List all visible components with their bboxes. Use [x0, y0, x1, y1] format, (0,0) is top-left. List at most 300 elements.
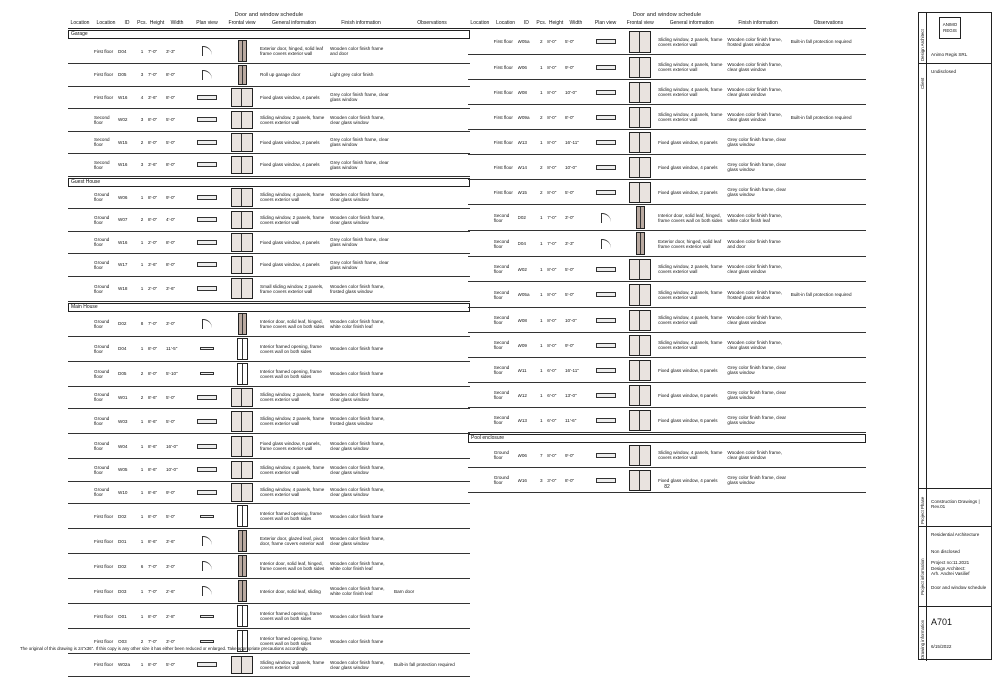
- table-row: [68, 362, 470, 387]
- cell-level: First floor: [493, 114, 513, 120]
- cell-front: [624, 410, 656, 431]
- cell-height: 3'-6": [148, 94, 158, 100]
- cell-observations: Built-in fall protection required: [790, 39, 852, 44]
- cell-general: Fixed glass window, 6 panels: [658, 139, 718, 145]
- window-elevation: [629, 259, 651, 280]
- window-plan-symbol: [197, 240, 217, 245]
- table-row: [68, 277, 470, 302]
- cell-general: Interior framed opening, frame covers wall on both sides: [260, 511, 322, 521]
- cell-front: [226, 605, 258, 627]
- cell-front: [624, 182, 656, 203]
- table-row: [68, 409, 470, 434]
- cell-finish: Grey color finish frame, clear glass window: [727, 390, 787, 400]
- cell-width: 4'-0": [166, 217, 176, 223]
- col-pcs: Pcs.: [536, 20, 547, 26]
- cell-pcs: 1: [539, 417, 543, 423]
- cell-height: 8'-0": [547, 292, 557, 297]
- cell-front: [226, 555, 258, 577]
- cell-id: W16: [517, 477, 527, 483]
- col-observations: Observations: [417, 20, 447, 26]
- cell-height: 8'-0": [547, 164, 557, 170]
- cell-level: Ground floor: [94, 192, 110, 203]
- cell-finish: Wooden color finish frame: [330, 346, 384, 351]
- cell-pcs: 1: [140, 538, 144, 544]
- col-id: ID: [124, 20, 130, 26]
- cell-front: [624, 157, 656, 178]
- cell-level: First floor: [94, 513, 114, 519]
- col-width: Width: [170, 20, 184, 26]
- schedule-title-right: Door and window schedule: [632, 12, 702, 18]
- cell-general: Fixed glass window, 2 panels: [260, 139, 320, 145]
- cell-id: W06: [118, 194, 128, 200]
- cell-finish: Wooden color finish frame, white color finish leaf: [727, 212, 782, 223]
- cell-id: D02: [517, 215, 526, 220]
- cell-height: 8'-0": [148, 613, 158, 619]
- window-plan-symbol: [596, 267, 616, 272]
- cell-pcs: 7: [539, 452, 543, 458]
- table-row: [468, 29, 866, 55]
- window-elevation: [629, 360, 651, 381]
- cell-general: Sliding window, 2 panels, frame covers exterior wall: [658, 264, 723, 274]
- window-elevation: [231, 461, 253, 480]
- cell-front: [624, 82, 656, 103]
- cell-finish: Wooden color finish frame, clear glass window: [727, 264, 782, 274]
- cell-height: 7'-0": [148, 321, 158, 326]
- cell-front: [226, 580, 258, 602]
- table-row: [468, 257, 866, 282]
- cell-width: 3'-3": [166, 48, 176, 54]
- footer-note: The original of this drawing is 24"x36". If this copy is any other size it has either been reduced or enlarged. Take appropriate precautions accordingly.: [20, 646, 309, 651]
- window-plan-symbol: [596, 393, 616, 398]
- cell-pcs: 1: [539, 89, 543, 95]
- cell-pcs: 1: [140, 194, 144, 200]
- cell-pcs: 3: [140, 72, 144, 78]
- window-plan-symbol: [596, 90, 616, 95]
- cell-width: 5'-0": [565, 189, 575, 195]
- cell-id: W02a: [118, 662, 131, 668]
- cell-pcs: 2: [539, 164, 543, 170]
- cell-observations: Built-in fall protection required: [790, 292, 852, 297]
- cell-height: 3'-0": [547, 477, 557, 483]
- cell-front: [624, 445, 656, 466]
- cell-finish: Grey color finish frame, clear glass window: [330, 137, 389, 148]
- cell-plan: [188, 240, 226, 245]
- table-row: [68, 337, 470, 362]
- window-elevation: [231, 656, 253, 675]
- cell-id: W07: [118, 217, 128, 223]
- cell-finish: Grey color finish frame, clear glass window: [330, 237, 389, 248]
- cell-id: W13: [517, 139, 527, 145]
- project-phase: Construction Drawings | Rev.01: [931, 499, 980, 510]
- cell-general: Exterior door, hinged, solid leaf frame covers exterior wall: [658, 238, 722, 249]
- door-elevation: [238, 65, 247, 85]
- window-plan-symbol: [596, 65, 616, 70]
- cell-pcs: 1: [140, 443, 144, 449]
- cell-pcs: 1: [539, 241, 543, 246]
- cell-height: 7'-0": [148, 588, 158, 594]
- window-elevation: [231, 133, 253, 152]
- window-plan-symbol: [197, 490, 217, 495]
- opening-plan-symbol: [200, 615, 214, 618]
- window-plan-symbol: [197, 95, 217, 100]
- cell-id: W09a: [517, 114, 530, 120]
- cell-front: [226, 338, 258, 360]
- cell-observations: Barn door: [394, 588, 415, 594]
- sheet-number: A701: [931, 617, 953, 627]
- col-location: Location: [70, 20, 90, 26]
- cell-id: W16: [118, 162, 128, 168]
- cell-pcs: 1: [140, 346, 144, 351]
- cell-plan: [188, 286, 226, 291]
- cell-front: [226, 156, 258, 175]
- window-elevation: [629, 182, 651, 203]
- opening-elevation: [237, 605, 248, 627]
- cell-general: Sliding window, 2 panels, frame covers exterior wall: [658, 289, 723, 300]
- col-level: Location: [496, 20, 516, 26]
- window-elevation: [629, 82, 651, 103]
- cell-width: 8'-0": [166, 262, 176, 268]
- window-plan-symbol: [197, 162, 217, 167]
- cell-level: Ground floor: [493, 450, 510, 460]
- cell-width: 13'-0": [565, 392, 577, 398]
- cell-plan: [587, 318, 625, 323]
- col-height: Height: [149, 20, 165, 26]
- window-elevation: [629, 410, 651, 431]
- cell-width: 5'-0": [565, 292, 575, 297]
- window-plan-symbol: [197, 217, 217, 222]
- section-heading: Guest House: [68, 178, 470, 187]
- table-row: [468, 408, 866, 433]
- cell-level: Ground floor: [94, 214, 110, 225]
- cell-height: 7'-0": [148, 563, 158, 569]
- cell-finish: Wooden color finish frame, clear glass window: [727, 62, 782, 72]
- cell-front: [226, 65, 258, 85]
- cell-level: Second floor: [493, 315, 510, 325]
- table-row: [68, 504, 470, 529]
- cell-plan: [587, 165, 625, 170]
- window-elevation: [231, 88, 253, 107]
- cell-front: [226, 656, 258, 675]
- cell-pcs: 1: [539, 64, 543, 70]
- cell-level: First floor: [493, 139, 513, 145]
- cell-level: Ground floor: [94, 441, 110, 451]
- door-plan-symbol: [202, 319, 212, 329]
- cell-level: First floor: [493, 89, 513, 95]
- table-row: [468, 130, 866, 155]
- col-id: ID: [523, 20, 529, 26]
- cell-id: W02: [517, 266, 527, 272]
- window-plan-symbol: [596, 190, 616, 195]
- cell-height: 8'-0": [547, 64, 557, 70]
- cell-level: First floor: [94, 638, 114, 644]
- cell-general: Exterior door, glazed leaf, pivot door, frame covers exterior wall: [260, 536, 324, 546]
- window-plan-symbol: [197, 419, 217, 424]
- cell-general: Interior framed opening, frame covers wall on both sides: [260, 343, 322, 354]
- cell-finish: Wooden color finish frame: [330, 613, 384, 619]
- cell-pcs: 3: [140, 117, 144, 123]
- door-elevation: [238, 555, 247, 577]
- cell-general: Interior framed opening, frame covers wall on both sides: [260, 636, 322, 646]
- cell-level: Ground floor: [94, 237, 110, 248]
- cell-id: D02: [118, 321, 127, 326]
- page-number: 82: [664, 484, 670, 490]
- cell-width: 10'-0": [565, 164, 577, 170]
- drawing-date: 6/15/2022: [931, 644, 952, 649]
- cell-general: Fixed glass window, 4 panels: [260, 262, 320, 268]
- cell-id: W04: [118, 443, 128, 449]
- door-plan-symbol: [202, 70, 212, 80]
- cell-plan: [188, 515, 226, 518]
- table-row: [68, 387, 470, 410]
- cell-width: 3'-0": [166, 563, 176, 569]
- cell-general: Interior framed opening, frame covers wall on both sides: [260, 368, 322, 379]
- cell-front: [624, 360, 656, 381]
- client-name: Undisclosed: [931, 69, 957, 74]
- window-elevation: [629, 107, 651, 128]
- cell-id: O03: [118, 638, 127, 644]
- cell-id: W06: [517, 452, 527, 458]
- table-row: [68, 604, 470, 629]
- cell-pcs: 1: [140, 418, 144, 424]
- window-elevation: [629, 284, 651, 306]
- cell-pcs: 1: [539, 317, 543, 323]
- cell-height: 8'-0": [148, 371, 158, 376]
- table-row: [68, 529, 470, 554]
- cell-finish: Grey color finish frame, clear glass window: [727, 415, 787, 425]
- cell-front: [624, 206, 656, 229]
- cell-pcs: 1: [539, 266, 543, 272]
- schedule-body-left: [68, 30, 470, 677]
- cell-front: [624, 284, 656, 306]
- cell-front: [624, 31, 656, 53]
- table-row: [68, 482, 470, 505]
- cell-level: First floor: [94, 94, 114, 100]
- cell-general: Sliding window, 4 panels, frame covers exterior wall: [260, 464, 325, 475]
- window-plan-symbol: [197, 444, 217, 449]
- cell-general: Sliding window, 2 panels, frame covers exterior wall: [260, 392, 325, 403]
- cell-height: 8'-0": [547, 39, 557, 44]
- cell-width: 3'-3": [565, 241, 575, 246]
- cell-front: [226, 233, 258, 252]
- cell-pcs: 2: [140, 139, 144, 145]
- cell-id: W15: [517, 189, 527, 195]
- window-elevation: [231, 233, 253, 252]
- cell-pcs: 2: [140, 394, 144, 400]
- cell-level: Second floor: [493, 238, 510, 249]
- cell-plan: [587, 190, 625, 195]
- cell-width: 2'-6": [166, 588, 176, 594]
- cell-id: W02: [118, 117, 128, 123]
- cell-plan: [587, 239, 625, 249]
- cell-finish: Wooden color finish frame, clear glass window: [330, 114, 385, 125]
- cell-pcs: 1: [539, 342, 543, 348]
- cell-height: 8'-6": [148, 538, 158, 544]
- window-plan-symbol: [596, 115, 616, 120]
- cell-general: Fixed glass window, 4 panels: [658, 477, 718, 483]
- cell-id: W09: [517, 342, 527, 348]
- cell-level: Second floor: [493, 365, 510, 375]
- cell-general: Fixed glass window, 4 panels: [260, 239, 320, 245]
- cell-width: 10'-0": [166, 467, 178, 473]
- cell-plan: [587, 453, 625, 458]
- cell-general: Fixed glass window, 6 panels: [658, 417, 718, 423]
- cell-height: 8'-0": [547, 266, 557, 272]
- cell-pcs: 2: [140, 371, 144, 376]
- table-row: [68, 312, 470, 337]
- cell-width: 16'-11": [565, 367, 579, 373]
- drawing-label: Drawing information: [920, 619, 925, 659]
- cell-front: [226, 88, 258, 107]
- cell-pcs: 2: [539, 114, 543, 120]
- company-logo: [939, 17, 961, 39]
- cell-plan: [188, 117, 226, 122]
- window-plan-symbol: [596, 478, 616, 483]
- cell-plan: [188, 262, 226, 267]
- cell-height: 8'-0": [547, 342, 557, 348]
- cell-plan: [587, 115, 625, 120]
- cell-plan: [188, 467, 226, 472]
- cell-height: 8'-0": [547, 139, 557, 145]
- cell-general: Sliding window, 2 panels, frame covers exterior wall: [260, 214, 325, 225]
- cell-height: 6'-0": [547, 417, 557, 423]
- cell-id: W17: [118, 262, 128, 268]
- opening-elevation: [237, 505, 248, 527]
- cell-pcs: 2: [140, 638, 144, 644]
- cell-front: [226, 313, 258, 335]
- cell-pcs: 2: [140, 217, 144, 223]
- cell-width: 11'-5": [166, 346, 178, 351]
- cell-plan: [587, 418, 625, 423]
- cell-plan: [188, 444, 226, 449]
- cell-level: Second floor: [94, 159, 110, 170]
- cell-front: [624, 107, 656, 128]
- cell-finish: Wooden color finish frame, clear glass window: [330, 487, 385, 498]
- cell-plan: [188, 140, 226, 145]
- cell-general: Small sliding window, 2 panels, frame covers exterior wall: [260, 283, 324, 294]
- cell-height: 7'-0": [148, 48, 158, 54]
- col-front: Frontal view: [228, 20, 256, 26]
- cell-front: [226, 436, 258, 457]
- project-type: Residential Architecture: [931, 532, 980, 537]
- schedule-right: [468, 12, 866, 493]
- cell-finish: Wooden color finish frame, frosted glass window: [330, 283, 385, 294]
- cell-width: 5'-0": [166, 418, 176, 424]
- window-plan-symbol: [197, 286, 217, 291]
- cell-height: 3'-6": [148, 262, 158, 268]
- cell-pcs: 1: [140, 239, 144, 245]
- cell-id: W15: [118, 139, 128, 145]
- architect-label: Design Architect:: [931, 566, 966, 571]
- window-elevation: [231, 411, 253, 432]
- cell-front: [624, 335, 656, 356]
- cell-height: 7'-0": [148, 72, 158, 78]
- col-finish: Finish information: [738, 20, 778, 26]
- window-elevation: [629, 335, 651, 356]
- cell-pcs: 1: [140, 662, 144, 668]
- cell-id: D02: [118, 563, 127, 569]
- col-general: General information: [669, 20, 714, 26]
- cell-height: 7'-0": [547, 241, 557, 246]
- door-plan-symbol: [601, 239, 611, 249]
- cell-height: 8'-0": [148, 346, 158, 351]
- cell-height: 8'-6": [148, 394, 158, 400]
- cell-level: Second floor: [94, 114, 110, 125]
- cell-width: 8'-0": [166, 72, 176, 78]
- cell-finish: Wooden color finish frame, clear glass window: [330, 536, 385, 546]
- cell-finish: Wooden color finish frame, white color finish leaf: [330, 586, 385, 596]
- cell-level: First floor: [94, 538, 114, 544]
- cell-pcs: 2: [539, 189, 543, 195]
- cell-level: Second floor: [493, 415, 510, 425]
- cell-width: 9'-0": [565, 452, 575, 458]
- table-row: [68, 132, 470, 155]
- door-elevation: [238, 40, 247, 62]
- cell-width: 5'-0": [565, 266, 575, 272]
- cell-pcs: 3: [140, 162, 144, 168]
- window-elevation: [231, 156, 253, 175]
- cell-front: [226, 505, 258, 527]
- section-heading: Pool enclosure: [468, 434, 866, 443]
- cell-width: 5'-0": [166, 117, 176, 123]
- opening-plan-symbol: [200, 372, 214, 375]
- cell-plan: [188, 536, 226, 546]
- cell-level: Second floor: [493, 289, 510, 300]
- window-elevation: [629, 31, 651, 53]
- cell-height: 7'-0": [148, 638, 158, 644]
- cell-pcs: 1: [140, 513, 144, 519]
- cell-id: W03: [118, 418, 128, 424]
- cell-id: W08: [517, 317, 527, 323]
- window-plan-symbol: [596, 368, 616, 373]
- cell-general: Interior door, solid leaf, sliding: [260, 588, 321, 594]
- cell-finish: Wooden color finish frame: [330, 371, 384, 376]
- project-number: Project no:11.2021: [931, 560, 970, 565]
- table-row: [68, 254, 470, 277]
- disclosure: Non disclosed: [931, 549, 960, 554]
- cell-plan: [188, 217, 226, 222]
- table-row: [468, 155, 866, 180]
- cell-front: [226, 278, 258, 299]
- project-label: Project information: [920, 558, 925, 595]
- cell-height: 8'-0": [148, 217, 158, 223]
- cell-id: W05a: [517, 39, 530, 44]
- cell-width: 9'-0": [565, 342, 575, 348]
- table-row: [68, 209, 470, 232]
- cell-level: First floor: [94, 588, 114, 594]
- cell-pcs: 6: [140, 563, 144, 569]
- table-row: [68, 64, 470, 87]
- window-plan-symbol: [596, 343, 616, 348]
- cell-plan: [188, 372, 226, 375]
- header-row-right: [468, 18, 866, 29]
- cell-finish: Wooden color finish frame: [330, 638, 384, 644]
- col-general: General information: [272, 20, 316, 26]
- cell-finish: Grey color finish frame, clear glass window: [727, 137, 787, 147]
- cell-general: Interior framed opening, frame covers wall on both sides: [260, 611, 322, 621]
- cell-finish: Wooden color finish frame, clear glass window: [727, 315, 782, 325]
- cell-width: 3'-0": [166, 321, 176, 326]
- cell-height: 8'-0": [547, 89, 557, 95]
- cell-front: [226, 461, 258, 480]
- cell-general: Fixed glass window, 6 panels: [658, 392, 718, 398]
- cell-id: O01: [118, 613, 127, 619]
- cell-level: Second floor: [493, 390, 510, 400]
- cell-width: 9'-0": [166, 194, 176, 200]
- opening-plan-symbol: [200, 347, 214, 350]
- cell-general: Sliding window, 2 panels, frame covers exterior wall: [260, 416, 325, 426]
- cell-front: [226, 133, 258, 152]
- door-elevation: [636, 232, 645, 255]
